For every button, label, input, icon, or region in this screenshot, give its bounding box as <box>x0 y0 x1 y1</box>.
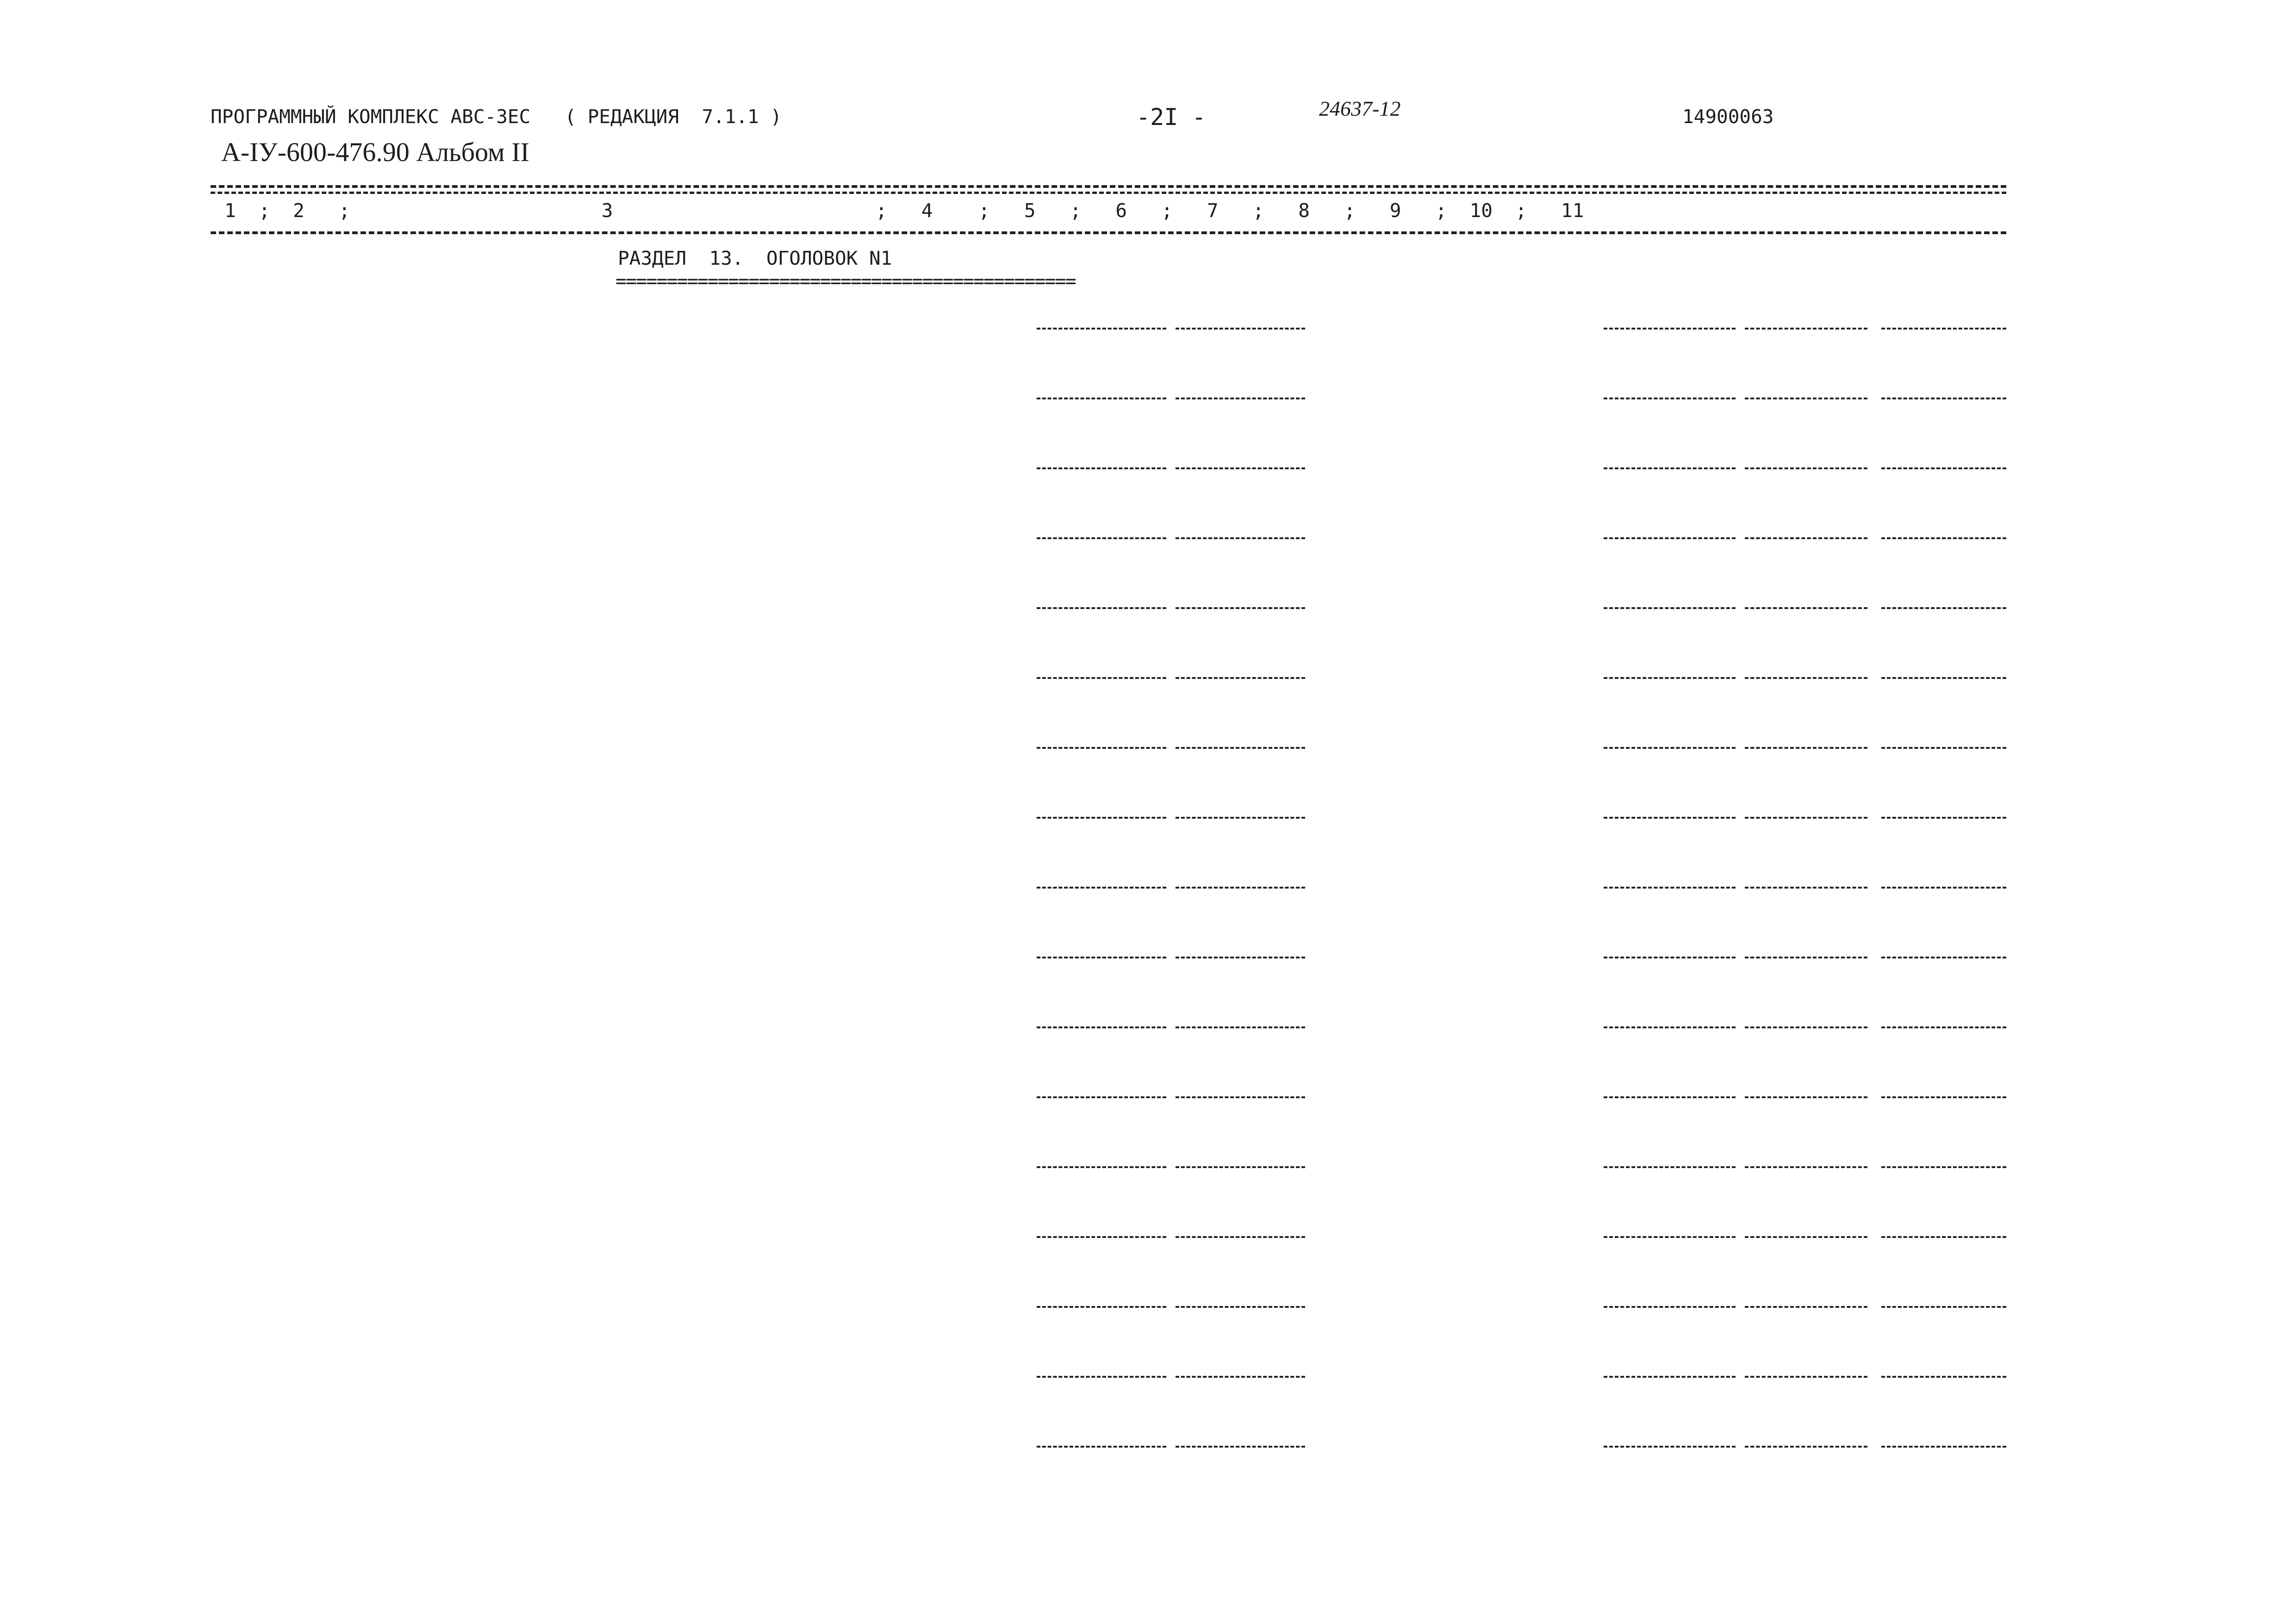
row-separator-dash <box>1176 677 1305 679</box>
row-separator-dash <box>1604 1376 1736 1378</box>
page-number: -2I - <box>1136 104 1206 131</box>
row-separator-dash <box>1037 1446 1166 1448</box>
row-separator-dash <box>1881 1096 2006 1098</box>
row-separator-dash <box>1176 957 1305 958</box>
header-top-rule-2 <box>211 192 2006 194</box>
row-separator-dash <box>1037 1236 1166 1238</box>
row-separator-dash <box>1745 1446 1867 1448</box>
row-separator-dash <box>1176 1236 1305 1238</box>
row-separator-dash <box>1881 398 2006 399</box>
row-separator-dash <box>1176 1166 1305 1168</box>
row-separator-dash <box>1037 1306 1166 1308</box>
row-separator-dash <box>1881 747 2006 749</box>
row-separator-dash <box>1604 328 1736 330</box>
row-separator-dash <box>1604 1096 1736 1098</box>
row-separator-dash <box>1037 957 1166 958</box>
header-bottom-rule <box>211 231 2006 234</box>
row-separator-dash <box>1176 398 1305 399</box>
row-separator-dash <box>1176 607 1305 609</box>
row-separator-dash <box>1037 537 1166 539</box>
row-separator-dash <box>1881 467 2006 469</box>
row-separator-dash <box>1037 1376 1166 1378</box>
row-separator-dash <box>1745 607 1867 609</box>
header-top-rule <box>211 185 2006 188</box>
row-separator-dash <box>1745 1096 1867 1098</box>
row-separator-dash <box>1745 1166 1867 1168</box>
row-separator-dash <box>1037 1166 1166 1168</box>
row-separator-dash <box>1745 747 1867 749</box>
row-separator-dash <box>1604 467 1736 469</box>
row-separator-dash <box>1881 817 2006 819</box>
album-title: А-IУ-600-476.90 Альбом II <box>221 137 529 167</box>
row-separator-dash <box>1176 328 1305 330</box>
document-code: 14900063 <box>1682 106 1774 128</box>
row-separator-dash <box>1745 1236 1867 1238</box>
row-separator-dash <box>1176 1446 1305 1448</box>
section-title: РАЗДЕЛ 13. ОГОЛОВОК N1 <box>618 247 892 269</box>
column-number-header: 1 ; 2 ; 3 ; 4 ; 5 ; 6 ; 7 ; 8 ; 9 ; 10 ; 11 <box>224 199 1584 222</box>
row-separator-dash <box>1745 398 1867 399</box>
row-separator-dash <box>1037 747 1166 749</box>
row-separator-dash <box>1881 677 2006 679</box>
row-separator-dash <box>1604 1236 1736 1238</box>
row-separator-dash <box>1745 537 1867 539</box>
row-separator-dash <box>1881 328 2006 330</box>
row-separator-dash <box>1745 1376 1867 1378</box>
row-separator-dash <box>1037 817 1166 819</box>
row-separator-dash <box>1037 1026 1166 1028</box>
row-separator-dash <box>1881 537 2006 539</box>
row-separator-dash <box>1745 328 1867 330</box>
row-separator-dash <box>1176 747 1305 749</box>
row-separator-dash <box>1604 957 1736 958</box>
row-separator-dash <box>1881 1446 2006 1448</box>
row-separator-dash <box>1881 957 2006 958</box>
row-separator-dash <box>1176 817 1305 819</box>
row-separator-dash <box>1881 1306 2006 1308</box>
row-separator-dash <box>1881 1166 2006 1168</box>
row-separator-dash <box>1604 537 1736 539</box>
row-separator-dash <box>1176 1026 1305 1028</box>
row-separator-dash <box>1745 1026 1867 1028</box>
row-separator-dash <box>1037 328 1166 330</box>
row-separator-dash <box>1176 1306 1305 1308</box>
handwritten-number: 24637-12 <box>1319 97 1401 120</box>
row-separator-dash <box>1176 887 1305 889</box>
row-separator-dash <box>1745 887 1867 889</box>
row-separator-dash <box>1604 607 1736 609</box>
row-separator-dash <box>1604 677 1736 679</box>
row-separator-dash <box>1037 467 1166 469</box>
program-header: ПРОГРАММНЫЙ КОМПЛЕКС АВС-3ЕС ( РЕДАКЦИЯ 7.1.1 ) <box>211 106 782 128</box>
row-separator-dash <box>1881 1026 2006 1028</box>
row-separator-dash <box>1604 398 1736 399</box>
row-separator-dash <box>1037 887 1166 889</box>
row-separator-dash <box>1745 467 1867 469</box>
row-separator-dash <box>1881 607 2006 609</box>
row-separator-dash <box>1604 1166 1736 1168</box>
row-separator-dash <box>1881 887 2006 889</box>
row-separator-dash <box>1881 1236 2006 1238</box>
row-separator-dash <box>1037 607 1166 609</box>
row-separator-dash <box>1176 467 1305 469</box>
row-separator-dash <box>1745 817 1867 819</box>
row-separator-dash <box>1745 957 1867 958</box>
row-separator-dash <box>1037 677 1166 679</box>
row-separator-dash <box>1604 817 1736 819</box>
row-separator-dash <box>1037 1096 1166 1098</box>
row-separator-dash <box>1176 1096 1305 1098</box>
row-separator-dash <box>1176 1376 1305 1378</box>
row-separator-dash <box>1604 1306 1736 1308</box>
row-separator-dash <box>1604 747 1736 749</box>
row-separator-dash <box>1037 398 1166 399</box>
row-separator-dash <box>1604 887 1736 889</box>
section-underline: ============================================= <box>616 272 1076 291</box>
row-separator-dash <box>1745 677 1867 679</box>
row-separator-dash <box>1881 1376 2006 1378</box>
row-separator-dash <box>1604 1446 1736 1448</box>
row-separator-dash <box>1604 1026 1736 1028</box>
row-separator-dash <box>1176 537 1305 539</box>
row-separator-dash <box>1745 1306 1867 1308</box>
